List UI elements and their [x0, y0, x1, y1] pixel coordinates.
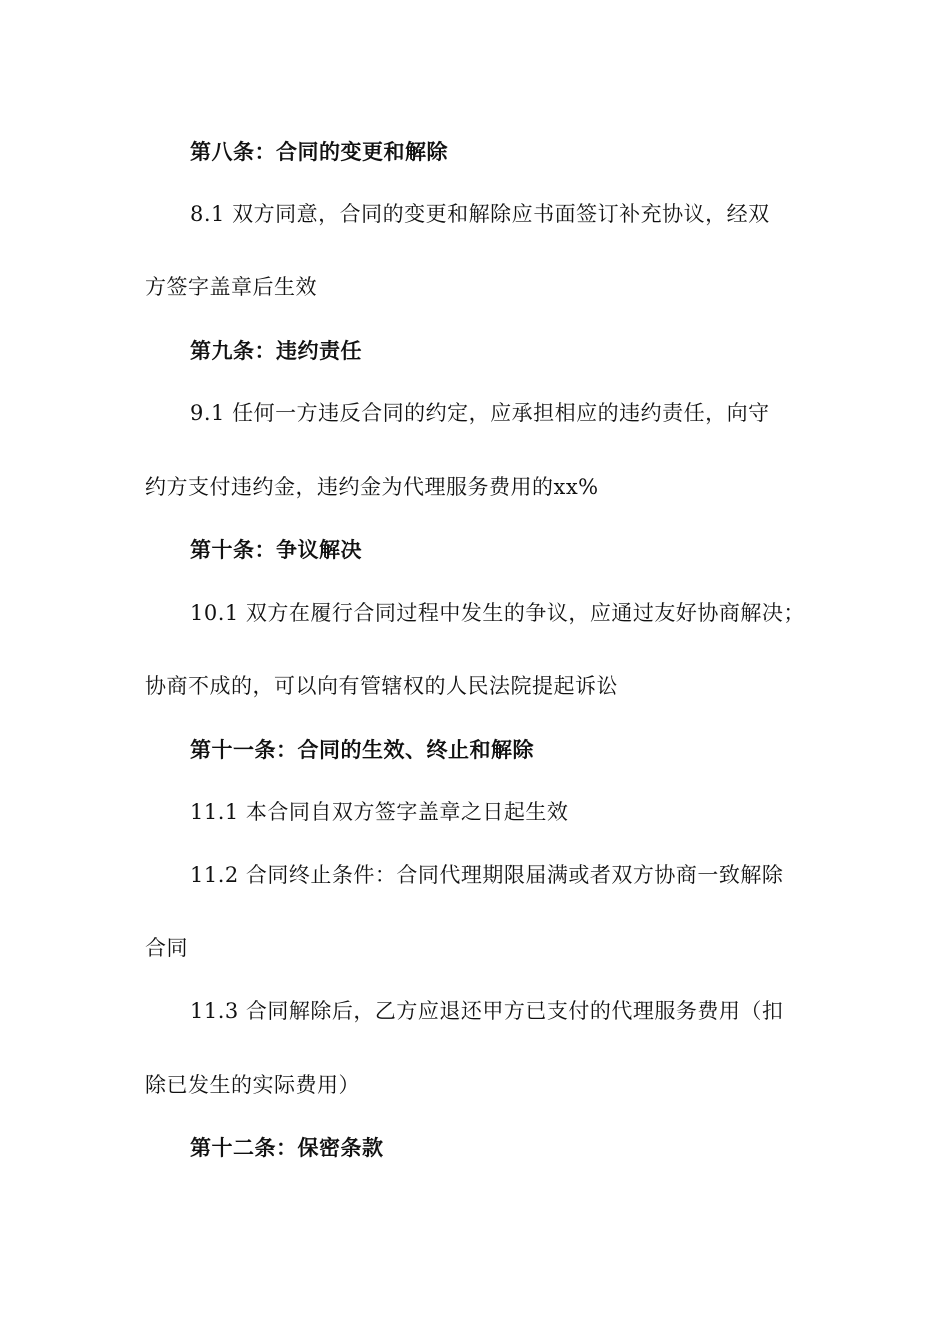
clause-10-1-continuation: 协商不成的，可以向有管辖权的人民法院提起诉讼 — [145, 674, 618, 698]
clause-10-1: 10.1 双方在履行合同过程中发生的争议，应通过友好协商解决； — [190, 601, 805, 625]
clause-11-2: 11.2 合同终止条件：合同代理期限届满或者双方协商一致解除 — [190, 863, 784, 887]
clause-11-2-continuation: 合同 — [145, 936, 188, 960]
clause-11-1: 11.1 本合同自双方签字盖章之日起生效 — [190, 800, 569, 824]
section-heading-9: 第九条：违约责任 — [190, 339, 362, 363]
section-heading-12: 第十二条：保密条款 — [190, 1136, 384, 1160]
clause-8-1-continuation: 方签字盖章后生效 — [145, 275, 317, 299]
clause-11-3-continuation: 除已发生的实际费用） — [145, 1073, 360, 1097]
section-heading-8: 第八条：合同的变更和解除 — [190, 140, 448, 164]
clause-8-1: 8.1 双方同意，合同的变更和解除应书面签订补充协议，经双 — [190, 202, 770, 226]
section-heading-10: 第十条：争议解决 — [190, 538, 362, 562]
clause-9-1-continuation: 约方支付违约金，违约金为代理服务费用的xx% — [145, 475, 599, 499]
clause-11-3: 11.3 合同解除后，乙方应退还甲方已支付的代理服务费用（扣 — [190, 999, 784, 1023]
section-heading-11: 第十一条：合同的生效、终止和解除 — [190, 738, 534, 762]
clause-9-1: 9.1 任何一方违反合同的约定，应承担相应的违约责任，向守 — [190, 401, 770, 425]
